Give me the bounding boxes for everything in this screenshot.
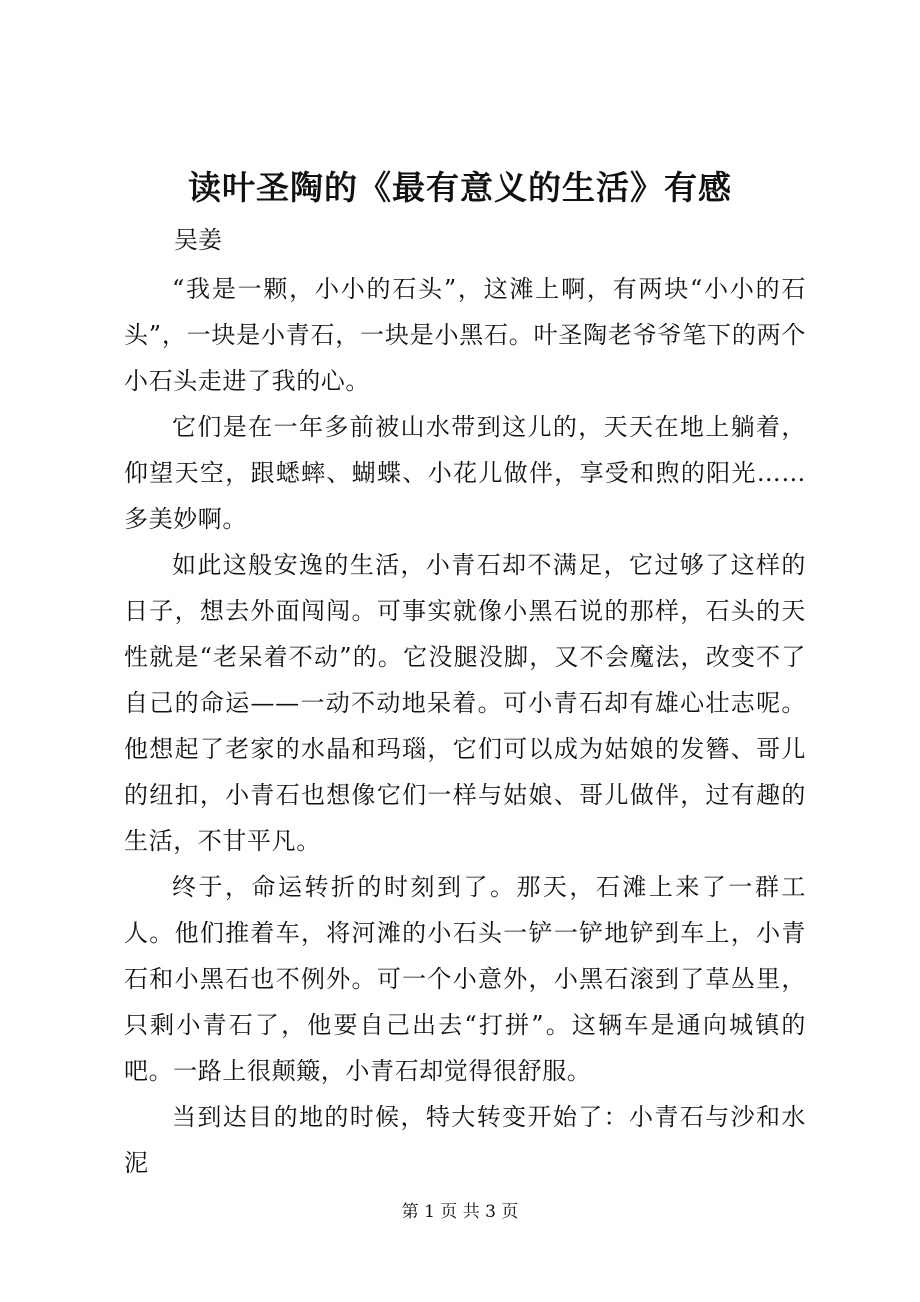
article-body (124, 266, 806, 1186)
paragraph-4: 终于，命运转折的时刻到了。那天，石滩上来了一群工人。他们推着车，将河滩的小石头一铲一铲地铲到车上，小青石和小黑石也不例外。可一个小意外，小黑石滚到了草丛里，只剩小青石了，他要自己出去“打拼”。这辆车是通向城镇的吧。一路上很颠簸，小青石却觉得很舒服。 (124, 873, 806, 1085)
document-title: 读叶圣陶的《最有意义的生活》有感 (188, 168, 732, 207)
paragraph-5: 当到达目的地的时候，特大转变开始了：小青石与沙和水泥 (124, 1103, 806, 1177)
page-footer: 第 1 页 共 3 页 (401, 1202, 519, 1222)
author-name: 吴姜 (174, 226, 222, 254)
paragraph-1: “我是一颗，小小的石头”，这滩上啊，有两块“小小的石头”，一块是小青石，一块是小黑石。叶圣陶老爷爷笔下的两个小石头走进了我的心。 (124, 275, 806, 395)
paragraph-3: 如此这般安逸的生活，小青石却不满足，它过够了这样的日子，想去外面闯闯。可事实就像小黑石说的那样，石头的天性就是“老呆着不动”的。它没腿没脚，又不会魔法，改变不了自己的命运——一动不动地呆着。可小青石却有雄心壮志呢。他想起了老家的水晶和玛瑙，它们可以成为姑娘的发簪、哥儿的纽扣，小青石也想像它们一样与姑娘、哥儿做伴，过有趣的生活，不甘平凡。 (124, 551, 806, 855)
paragraph-2: 它们是在一年多前被山水带到这儿的，天天在地上躺着，仰望天空，跟蟋蟀、蝴蝶、小花儿做伴，享受和煦的阳光……多美妙啊。 (124, 413, 806, 533)
